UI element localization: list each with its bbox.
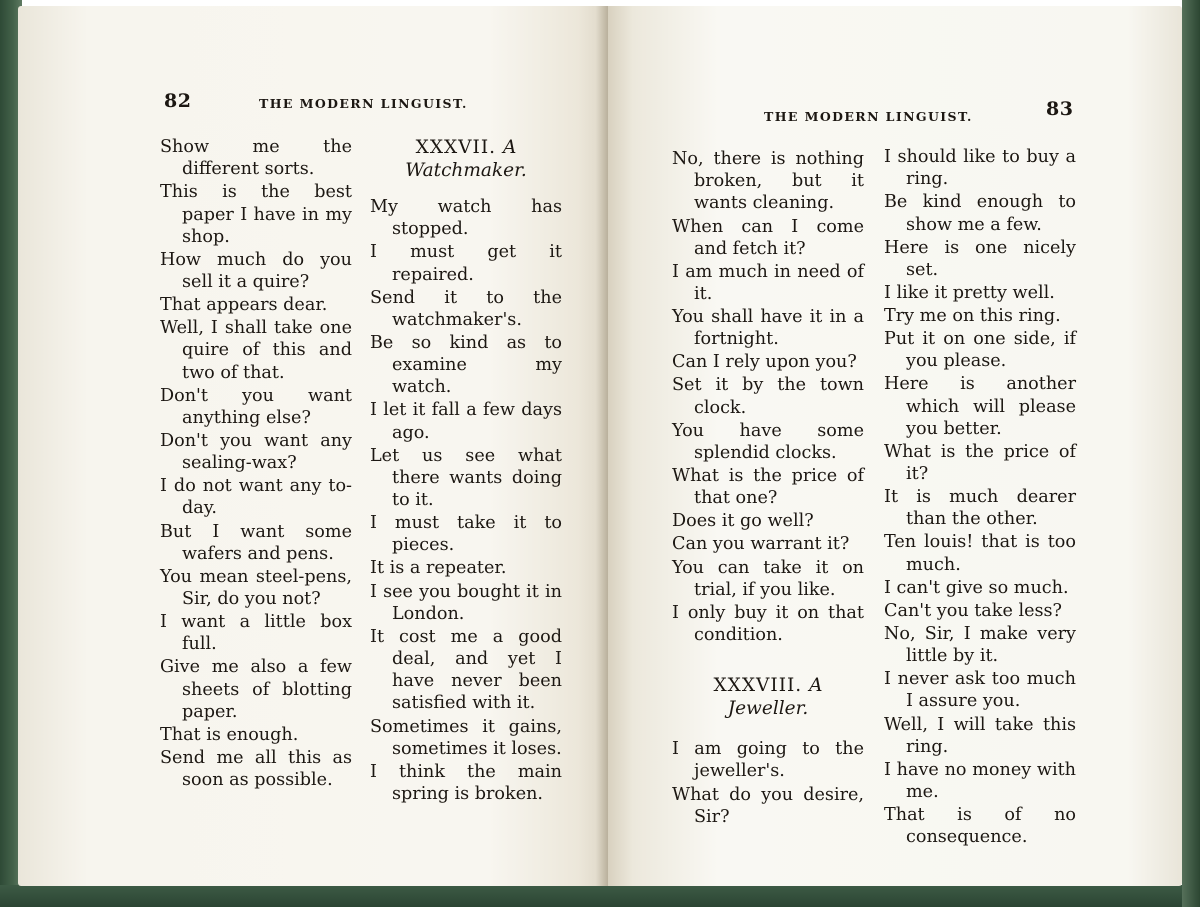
phrase: Let us see what there wants doing to it.: [370, 445, 562, 511]
phrase: How much do you sell it a quire?: [160, 249, 352, 292]
phrase: Set it by the town clock.: [672, 375, 864, 418]
section-heading: [370, 136, 562, 182]
phrase: That is of no consequence.: [884, 805, 1076, 848]
section-heading: [672, 674, 864, 720]
cover-edge-right: [1182, 0, 1200, 907]
section-number: XXXVII.: [415, 137, 497, 158]
left-column-1: [160, 136, 352, 791]
phrase: You mean steel-pens, Sir, do you not?: [160, 566, 352, 610]
right-column-1: [672, 148, 864, 828]
phrase: I have no money with me.: [884, 759, 1076, 803]
phrase: Can you warrant it?: [672, 534, 850, 555]
phrase: Don't you want any sealing-wax?: [160, 430, 352, 474]
phrase: It cost me a good deal, and yet I have never been satisfied with it.: [370, 626, 562, 714]
phrase: Sometimes it gains, sometimes it loses.: [370, 716, 562, 759]
section-number: XXXVIII.: [713, 675, 803, 697]
phrase: This is the best paper I have in my shop.: [160, 182, 352, 247]
phrase: No, Sir, I make very little by it.: [884, 623, 1076, 667]
phrase: Well, I shall take one quire of this and two of that.: [160, 318, 352, 383]
left-column-2: [370, 136, 562, 805]
phrase: Ten louis! that is too much.: [884, 532, 1076, 575]
phrase: I do not want any to-day.: [160, 476, 352, 519]
phrase: Give me also a few sheets of blotting paper.: [160, 657, 352, 722]
phrase: You can take it on trial, if you like.: [672, 557, 864, 600]
phrase: It is a repeater.: [370, 558, 507, 579]
cover-edge-bottom: [0, 885, 1200, 907]
phrase: You have some splendid clocks.: [672, 420, 864, 463]
phrase: Well, I will take this ring.: [884, 714, 1076, 757]
phrase: Does it go well?: [672, 511, 814, 532]
phrase: I only buy it on that condition.: [672, 602, 864, 646]
phrase: I must take it to pieces.: [370, 513, 562, 556]
phrase: That is enough.: [160, 724, 299, 745]
phrase: I must get it repaired.: [370, 242, 562, 285]
phrase: Here is another which will please you better.: [884, 374, 1076, 439]
phrase: I think the main spring is broken.: [370, 761, 562, 805]
phrase: That appears dear.: [160, 295, 328, 316]
phrase: Send me all this as soon as possible.: [160, 748, 352, 791]
phrase: Can I rely upon you?: [672, 352, 857, 373]
left-page-number: 82: [164, 90, 192, 112]
phrase: I am going to the jeweller's.: [672, 739, 864, 782]
section-title: A Watchmaker.: [405, 137, 527, 181]
phrase: Try me on this ring.: [884, 305, 1061, 326]
section-title: A Jeweller.: [727, 675, 823, 720]
phrase: But I want some wafers and pens.: [160, 521, 352, 564]
left-running-head: THE MODERN LINGUIST.: [259, 96, 468, 111]
phrase: Here is one nicely set.: [884, 237, 1076, 280]
phrase: No, there is nothing broken, but it wants cleaning.: [672, 149, 864, 214]
phrase: Show me the different sorts.: [160, 137, 352, 180]
phrase: Put it on one side, if you please.: [884, 329, 1076, 372]
right-column-2: [884, 146, 1076, 849]
right-running-head: THE MODERN LINGUIST.: [764, 109, 973, 124]
phrase: Be kind enough to show me a few.: [884, 192, 1076, 235]
phrase: I like it pretty well.: [884, 282, 1055, 303]
phrase: When can I come and fetch it?: [672, 216, 864, 259]
phrase: What is the price of it?: [884, 441, 1076, 485]
phrase: What is the price of that one?: [672, 466, 864, 509]
phrase: My watch has stopped.: [370, 197, 562, 240]
phrase: I am much in need of it.: [672, 261, 864, 304]
phrase: I should like to buy a ring.: [884, 147, 1076, 190]
phrase: I see you bought it in London.: [370, 581, 562, 624]
phrase: I can't give so much.: [884, 577, 1069, 598]
phrase: You shall have it in a fortnight.: [672, 307, 864, 350]
phrase: It is much dearer than the other.: [884, 487, 1076, 530]
phrase: Can't you take less?: [884, 600, 1062, 621]
phrase: Send it to the watchmaker's.: [370, 287, 562, 330]
phrase: I never ask too much I assure you.: [884, 669, 1076, 712]
phrase: I want a little box full.: [160, 612, 352, 655]
phrase: Be so kind as to examine my watch.: [370, 332, 562, 398]
phrase: What do you desire, Sir?: [672, 784, 864, 827]
phrase: Don't you want anything else?: [160, 385, 352, 428]
phrase: I let it fall a few days ago.: [370, 400, 562, 443]
right-page-number: 83: [1046, 98, 1074, 120]
